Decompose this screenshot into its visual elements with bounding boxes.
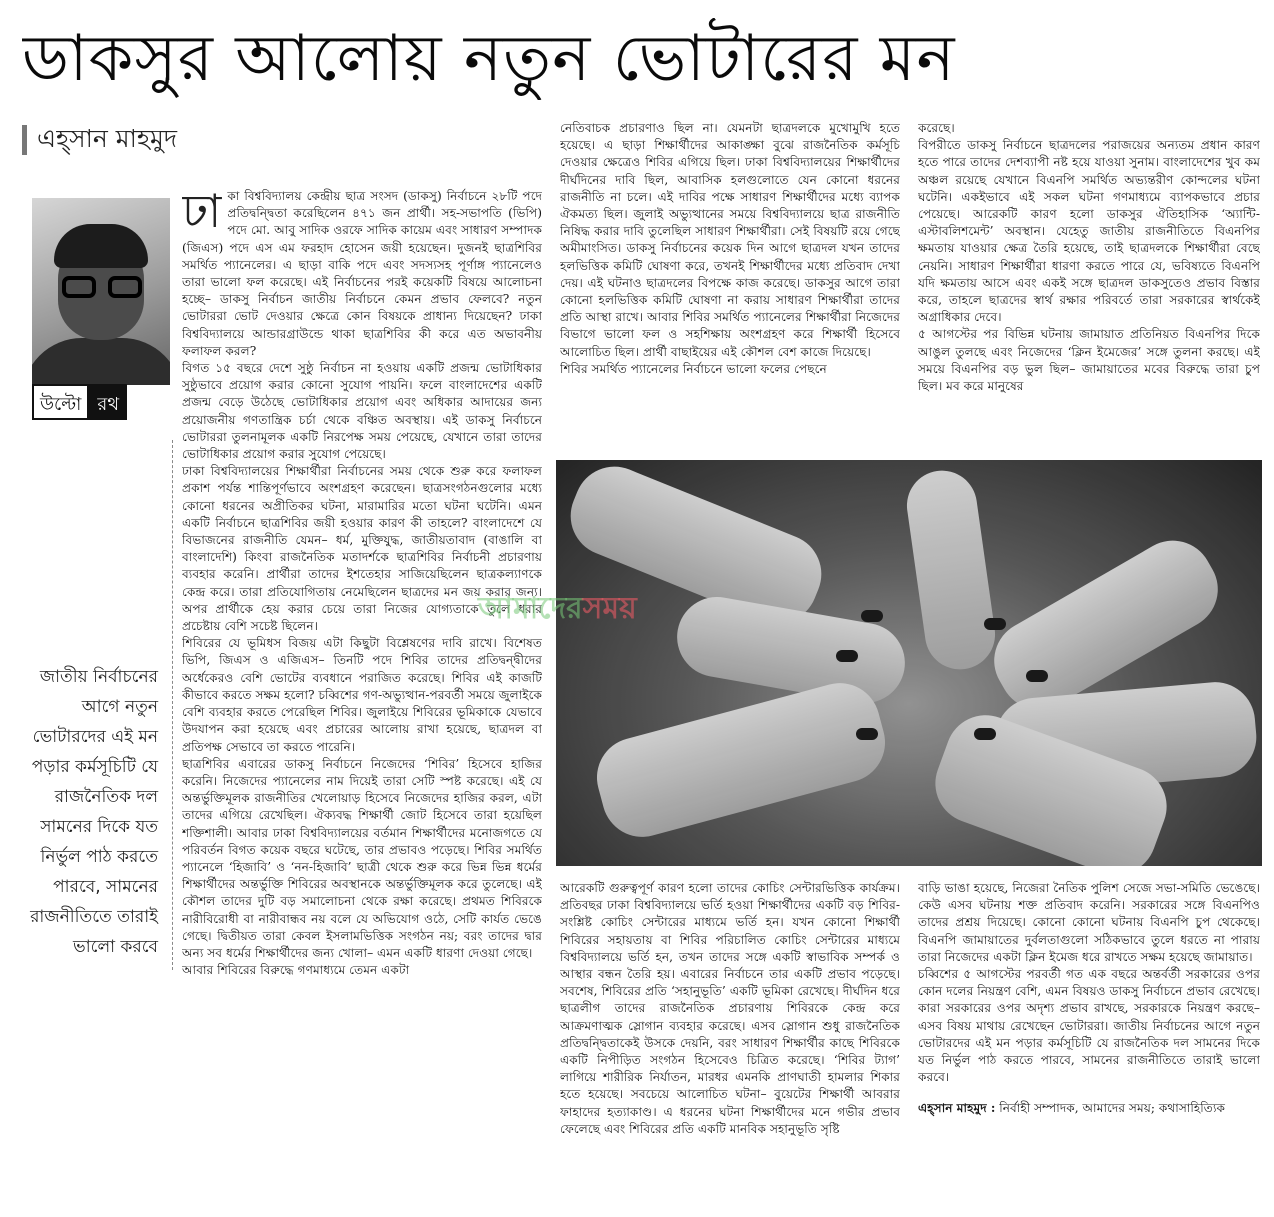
photo-shoulders [32, 338, 170, 385]
photo-glasses [62, 276, 142, 298]
author-signature [918, 1100, 1260, 1117]
pull-quote: জাতীয় নির্বাচনের আগে নতুন ভোটারদের এই মন পড়ার কর্মসূচিটি যে রাজনৈতিক দল সামনের দিকে যত নির্ভুল পাঠ করতে পারবে, সামনের রাজনীতিতে তারাই ভালো করবে [30, 667, 158, 957]
article-column-4 [560, 880, 900, 1212]
byline-bar [22, 125, 27, 155]
photo-hair [54, 224, 148, 268]
paragraph: নেতিবাচক প্রচারণাও ছিল না। যেমনটা ছাত্রদলকে মুখোমুখি হতে হয়েছে। এ ছাড়া শিক্ষার্থীদের আকাঙ্ক্ষা বুঝে রাজনৈতিক কর্মসূচি দেওয়ার ক্ষেত্রেও শিবির এগিয়ে ছিল। ঢাকা বিশ্ববিদ্যালয়ের শিক্ষার্থীদের দীর্ঘদিনের দাবি ছিল, আবাসিক হলগুলোতে যেন কোনো ধরনের রাজনীতি না চলে। এই দাবির পক্ষে সাধারণ শিক্ষার্থীদের মধ্যে ব্যাপক ঐকমত্য ছিল। জুলাই অভ্যুত্থানের সময়ে বিশ্ববিদ্যালয়ে ছাত্র রাজনীতি নিষিদ্ধ করার দাবি তুলেছিল সাধারণ শিক্ষার্থীরা। সেই বিষয়টি রয়ে গেছে অমীমাংসিত। ডাকসু নির্বাচনের কয়েক দিন আগে ছাত্রদল যখন তাদের হলভিত্তিক কমিটি ঘোষণা করে, তখনই শিক্ষার্থীদের মধ্যে প্রতিবাদ দেখা দেয়। এই ঘটনাও ছাত্রদলের বিপক্ষে কাজ করেছে। ডাকসুর আগে তারা কোনো হলভিত্তিক কমিটি ঘোষণা না করায় সাধারণ শিক্ষার্থীরা তাদের প্রতি আস্থা রাখে। আবার শিবির সমর্থিত প্যানেলের শিক্ষার্থীরা নিজেদের বিভাগে ভালো ফল ও সহশিক্ষায় অংশগ্রহণ করে শিক্ষার্থী হিসেবে আলোচিত ছিল। প্রার্থী বাছাইয়ের এই কৌশল বেশ কাজে দিয়েছে। [560, 121, 900, 359]
paragraph: ৫ আগস্টের পর বিভিন্ন ঘটনায় জামায়াত প্রতিনিয়ত বিএনপির দিকে আঙুল তুলছে এবং নিজেদের ‘ক্লিন ইমেজের’ সঙ্গে তুলনা করছে। এই সময়ে বিএনপির বড় ভুল ছিল– জামায়াতের মবের বিরুদ্ধে তারা চুপ ছিল। মব করে মানুষের [918, 327, 1260, 394]
dropcap: ঢা [182, 188, 222, 238]
paragraph: কা বিশ্ববিদ্যালয় কেন্দ্রীয় ছাত্র সংসদ (ডাকসু) নির্বাচনে ২৮টি পদে প্রতিদ্বন্দ্বিতা করেছিলেন ৪৭১ জন প্রার্থী। সহ-সভাপতি (ভিপি) পদে মো. আবু সাদিক ওরফে সাদিক কায়েম এবং সাধারণ সম্পাদক (জিএস) পদে এস এম ফরহাদ হোসেন জয়ী হয়েছেন। দুজনই ছাত্রশিবির সমর্থিত প্যানেলের। এ ছাড়া বাকি পদে এবং সদস্যসহ পূর্ণাঙ্গ প্যানেলেও তারা ভালো ফল করেছে। এই নির্বাচনের পরই কয়েকটি বিষয়ে আলোচনা হচ্ছে– ডাকসু নির্বাচন জাতীয় নির্বাচনে কেমন প্রভাব ফেলবে? নতুন ভোটাররা ভোট দেওয়ার ক্ষেত্রে কোন বিষয়কে প্রাধান্য দিয়েছেন? ঢাকা বিশ্ববিদ্যালয়ে আন্ডারগ্রাউন্ডে থাকা ছাত্রশিবির কী করে এত অভাবনীয় ফলাফল করল? [182, 189, 542, 358]
article-column-5 [918, 880, 1260, 1212]
article-column-2 [560, 120, 900, 460]
paragraph: বিপরীতে ডাকসু নির্বাচনে ছাত্রদলের পরাজয়ের অন্যতম প্রধান কারণ হতে পারে তাদের দেশব্যাপী নষ্ট হয়ে যাওয়া সুনাম। বাংলাদেশের খুব কম অঞ্চল রয়েছে যেখানে বিএনপি সমর্থিত অভ্যন্তরীণ কোন্দলের ঘটনা ঘটেনি। একইভাবে এই সকল ঘটনা গণমাধ্যমে ব্যাপকভাবে প্রচার পেয়েছে। আরেকটি কারণ হলো ডাকসুর ঐতিহাসিক ‘অ্যান্টি-এস্টাবলিশমেন্ট’ অবস্থান। যেহেতু জাতীয় রাজনীতিতে বিএনপির ক্ষমতায় যাওয়ার ক্ষেত্র তৈরি হয়েছে, তাই ছাত্রদলকে শিক্ষার্থীরা বেছে নেয়নি। সাধারণ শিক্ষার্থীরা ধারণা করতে পারে যে, ভবিষ্যতে বিএনপি যদি ক্ষমতায় আসে এবং একই সঙ্গে ছাত্রদল ডাকসুতেও প্রভাব বিস্তার করে, তাহলে ছাত্রদের স্বার্থ রক্ষার পরিবর্তে তারা সরকারের স্বার্থকেই অগ্রাধিকার দেবে। [918, 138, 1260, 325]
signature-role: নির্বাহী সম্পাদক, আমাদের সময়; কথাসাহিত্যিক [999, 1101, 1225, 1116]
column-divider [172, 440, 173, 970]
headline: ডাকসুর আলোয় নতুন ভোটারের মন [22, 22, 956, 96]
column-tag-part2: রথ [89, 384, 127, 420]
paragraph: করেছে। [918, 121, 955, 135]
watermark-part2: সময় [582, 591, 637, 626]
paragraph: আবার শিবিরের বিরুদ্ধে গণমাধ্যমে তেমন একটা [182, 963, 410, 978]
paragraph: শিবিরের যে ভূমিধস বিজয় এটা কিছুটা বিশ্লেষণের দাবি রাখে। বিশেষত ভিপি, জিএস ও এজিএস– তিনটি পদে শিবির তাদের প্রতিদ্বন্দ্বীদের অর্ধেকেরও বেশি ভোটের ব্যবধানে পরাজিত করেছে। শিবির এই কাজটি কীভাবে করতে সক্ষম হলো? চব্বিশের গণ-অভ্যুত্থান-পরবর্তী সময়ে জুলাইকে বেশি ব্যবহার করতে পেরেছিল শিবির। জুলাইয়ে শিবিরের ভূমিকাকে যেভাবে উদযাপন করা হয়েছে এবং প্রচারের আলোয় রাখা হয়েছে, ছাত্রদল বা প্রতিপক্ষ সেভাবে তা করতে পারেনি। [182, 636, 542, 754]
paragraph: বাড়ি ভাঙা হয়েছে, নিজেরা নৈতিক পুলিশ সেজে সভা-সমিতি ভেঙেছে। কেউ এসব ঘটনায় শক্ত প্রতিবাদ করেনি। সরকারের সঙ্গে বিএনপিও তাদের প্রশ্রয় দিয়েছে। কোনো কোনো ঘটনায় বিএনপি চুপ থেকেছে। বিএনপি জামায়াতের দুর্বলতাগুলো সঠিকভাবে তুলে ধরতে না পারায় তারা নিজেদের একটা ক্লিন ইমেজ ধরে রাখতে সক্ষম হয়েছে জামায়াত। [918, 881, 1260, 964]
watermark-part1: আমাদের [478, 591, 583, 626]
author-name: এহ্‌সান মাহমুদ [37, 123, 178, 153]
column-tag-part1: উল্টো [32, 384, 89, 420]
watermark [478, 584, 798, 626]
paragraph: শিবির সমর্থিত প্যানেলের নির্বাচনে ভালো ফলের পেছনে [560, 361, 827, 376]
paragraph: বিগত ১৫ বছরে দেশে সুষ্ঠু নির্বাচন না হওয়ায় একটি প্রজন্ম ভোটাধিকার সুষ্ঠুভাবে প্রয়োগ করার কোনো সুযোগ পায়নি। ফলে বাংলাদেশের একটি প্রজন্ম বেড়ে উঠেছে ভোটাধিকার প্রয়োগ এবং অধিকার আদায়ের জন্য প্রয়োজনীয় গণতান্ত্রিক চর্চা থেকে বঞ্চিত অবস্থায়। এই ডাকসু নির্বাচনে ভোটাররা তুলনামূলক একটি নিরপেক্ষ সময় পেয়েছে, যেখানে তারা তাদের ভোটাধিকার প্রয়োগ করার সুযোগ পেয়েছে। [182, 361, 542, 462]
photo-tint [556, 460, 1262, 866]
voters-fingers-photo [556, 460, 1262, 866]
article-column-3 [918, 120, 1260, 460]
paragraph: আরেকটি গুরুত্বপূর্ণ কারণ হলো তাদের কোচিং সেন্টারভিত্তিক কার্যক্রম। প্রতিবছর ঢাকা বিশ্ববিদ্যালয়ে ভর্তি হওয়া শিক্ষার্থীদের একটি বড় শিবির-সংশ্লিষ্ট কোচিং সেন্টারের মাধ্যমে ভর্তি হন। যখন কোনো শিক্ষার্থী শিবিরের সহায়তায় বা শিবির পরিচালিত কোচিং সেন্টারের মাধ্যমে বিশ্ববিদ্যালয়ে ভর্তি হন, তখন তাদের সঙ্গে একটি স্বাভাবিক সম্পর্ক ও আস্থার বন্ধন তৈরি হয়। এবারের নির্বাচনে তার একটি প্রভাব পড়েছে। সবশেষ, শিবিরের প্রতি ‘সহানুভূতি’ একটি ভূমিকা রেখেছে। দীর্ঘদিন ধরে ছাত্রলীগ তাদের রাজনৈতিক প্রচারণায় শিবিরকে কেন্দ্র করে আক্রমণাত্মক স্লোগান ব্যবহার করেছে। এসব স্লোগান শুধু রাজনৈতিক প্রতিদ্বন্দ্বিতাকেই উসকে দেয়নি, বরং সাধারণ শিক্ষার্থীর কাছে শিবিরকে একটি নিপীড়িত সংগঠন হিসেবেও চিত্রিত করেছে। ‘শিবির ট্যাগ’ লাগিয়ে শারীরিক নির্যাতন, মারধর এমনকি প্রাণঘাতী হামলার শিকার হতে হয়েছে। সবচেয়ে আলোচিত ঘটনা– বুয়েটের শিক্ষার্থী আবরার ফাহাদের হত্যাকাণ্ড। এ ধরনের ঘটনা শিক্ষার্থীদের মনে গভীর প্রভাব ফেলেছে এবং শিবিরের প্রতি একটি মানবিক সহানুভূতি সৃষ্টি [560, 881, 900, 1136]
byline [22, 120, 522, 160]
signature-name: এহ্‌সান মাহমুদ : [918, 1101, 996, 1116]
article-column-1 [182, 188, 542, 1210]
author-photo [32, 198, 170, 385]
paragraph: চব্বিশের ৫ আগস্টের পরবর্তী গত এক বছরে অন্তর্বর্তী সরকারের ওপর কোন দলের নিয়ন্ত্রণ বেশি, এমন বিষয়ও ডাকসু নির্বাচনে প্রভাব রেখেছে। কারা সরকারের ওপর অদৃশ্য প্রভাব রাখছে, সরকারকে নিয়ন্ত্রণ করছে– এসব বিষয় মাথায় রেখেছেন ভোটাররা। জাতীয় নির্বাচনের আগে নতুন ভোটারদের এই মন পড়ার কর্মসূচিটি যে রাজনৈতিক দল সামনের দিকে যত নির্ভুল পাঠ করতে পারবে, সামনের রাজনীতিতে তারাই ভালো করবে। [918, 967, 1260, 1085]
column-tag [32, 384, 156, 420]
paragraph: ছাত্রশিবির এবারের ডাকসু নির্বাচনে নিজেদের ‘শিবির’ হিসেবে হাজির করেনি। নিজেদের প্যানেলের নাম দিয়েই তারা সেটি স্পষ্ট করেছে। এই যে অন্তর্ভুক্তিমূলক রাজনীতির খেলোয়াড় হিসেবে নিজেদের হাজির করল, এটা তাদের এগিয়ে রেখেছিল। ঐক্যবদ্ধ শিক্ষার্থী জোট হিসেবে তারা হয়েছিল শক্তিশালী। আবার ঢাকা বিশ্ববিদ্যালয়ের বর্তমান শিক্ষার্থীদের মনোজগতে যে পরিবর্তন বিগত কয়েক বছরে ঘটেছে, তার প্রভাবও পড়েছে। শিবির সমর্থিত প্যানেলে ‘হিজাবি’ ও ‘নন-হিজাবি’ ছাত্রী থেকে শুরু করে ভিন্ন ভিন্ন ধর্মের শিক্ষার্থীদের অন্তর্ভুক্তি শিবিরের অবস্থানকে অন্তর্ভুক্তিমূলক করে তুলেছে। এই কৌশল তাদের দুটি বড় সমালোচনা থেকে রক্ষা করেছে। প্রথমত শিবিরকে নারীবিরোধী বা নারীবান্ধব নয় বলে যে অভিযোগ ওঠে, সেটি কার্যত ভেঙে গেছে। দ্বিতীয়ত তারা কেবল ইসলামভিত্তিক সংগঠন নয়; বরং তাদের দ্বার অন্য সব ধর্মের শিক্ষার্থীদের জন্য খোলা– এমন একটি ধারণা দেওয়া গেছে। [182, 756, 542, 960]
paragraph: ঢাকা বিশ্ববিদ্যালয়ের শিক্ষার্থীরা নির্বাচনের সময় থেকে শুরু করে ফলাফল প্রকাশ পর্যন্ত শান্তিপূর্ণভাবে অংশগ্রহণ করেছেন। ছাত্রসংগঠনগুলোর মধ্যে কোনো ধরনের অপ্রীতিকর ঘটনা, মারামারির মতো ঘটনা ঘটেনি। এমন একটি নির্বাচনে ছাত্রশিবির জয়ী হওয়ার কারণ কী তাহলে? বাংলাদেশে যে বিভাজনের রাজনীতি যেমন– ধর্ম, মুক্তিযুদ্ধ, জাতীয়তাবাদ (বাঙালি বা বাংলাদেশি) কিংবা রাজনৈতিক মতাদর্শকে ছাত্রশিবির নির্বাচনী প্রচারণায় ব্যবহার করেনি। প্রার্থীরা তাদের ইশতেহার সাজিয়েছিলেন ছাত্রকল্যাণকে কেন্দ্র করে। তারা প্রতিযোগিতায় নেমেছিলেন ছাত্রদের মন জয় করার জন্য। অপর প্রার্থীকে হেয় করার চেয়ে তারা নিজের যোগ্যতাকে তুলে ধরার প্রচেষ্টায় বেশি সচেষ্ট ছিলেন। [182, 464, 542, 634]
